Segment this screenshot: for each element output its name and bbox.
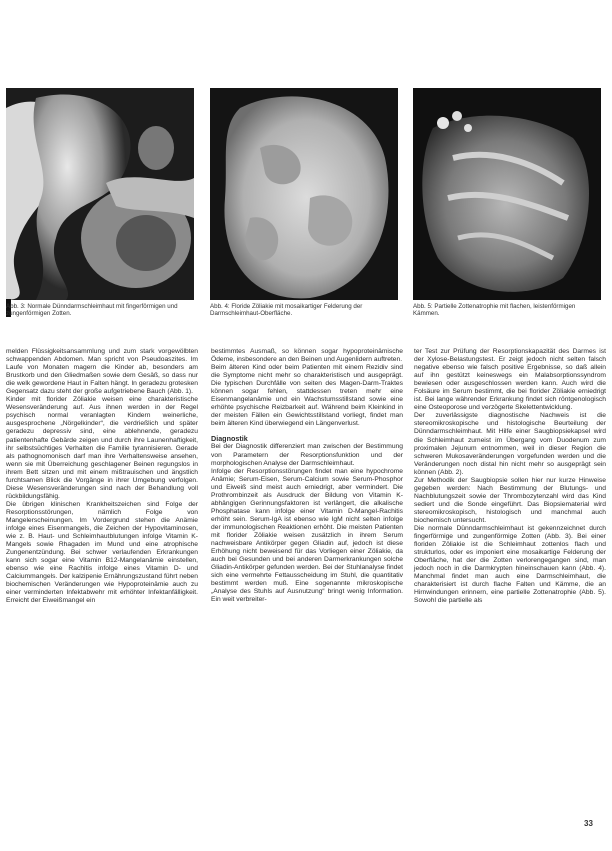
- paragraph: Die normale Dünndarmschleimhaut ist gekennzeichnet durch fingerförmige und zungenförmige Zotten (Abb. 3). Bei einer floriden Zöliakie ist die Schleimhaut zottenlos flach und strukturlos, oder es imponiert eine mosaikartige Felderung der Oberfläche, hat der die Zotten verlorengegangen sind, man jedoch noch in die Darmkrypten hineinschauen kann (Abb. 4). Manchmal findet man auch eine Darmschleimhaut, die charakterisiert ist durch flache Falten und Kämme, die an Hirnwindungen erinnern, eine partielle Zottenatrophie (Abb. 5). Sowohl die partielle als: [414, 525, 606, 605]
- caption-abb-4: Abb. 4: Floride Zöliakie mit mosaikartiger Felderung der Darmschleimhaut-Oberfläche.: [210, 303, 363, 318]
- page-number: 33: [584, 819, 593, 828]
- paragraph: melden Flüssigkeitsansammlung und zum stark vorgewölbten schwappenden Abdomen. Man spricht von Pseudoaszites. Im Laufe von Monaten magern die Kinder ab, besonders am Brustkorb und den Gliedmaßen sowie dem Gesäß, so dass nur die welk gewordene Haut in Falten hängt. In geradezu grotesken Gegensatz dazu steht der große aufgetriebene Bauch (Abb. 1).: [6, 348, 198, 396]
- text-column-2: [211, 348, 403, 604]
- photo-partial-atrophy: [413, 88, 601, 300]
- paragraph: Zur Methodik der Saugbiopsie sollen hier nur kurze Hinweise gegeben werden: Nach Bestimmung der Blutungs- und Nachblutungszeit sowie der Thrombozytenzahl wird das Kind sediert und die Sonde eingeführt. Das Biopsiematerial wird stereomikroskopisch, histologisch und manchmal auch biochemisch untersucht.: [414, 476, 606, 524]
- paragraph: Der zuverlässigste diagnostische Nachweis ist die stereomikroskopische und histologische Beurteilung der Dünndarmschleimhaut. Mit Hilfe einer Saugbiopsiekapsel wird die Schleimhaut zumeist im Übergang vom Duodenum zum proximalen Jejunum entnommen, weil in dieser Region die schweren Mukosaveränderungen vorgefunden werden und die Veränderungen noch distal hin nicht mehr so ausgeprägt sein können (Abb. 2).: [414, 412, 606, 476]
- text-column-1: [6, 348, 198, 606]
- text-column-3: [414, 348, 606, 606]
- caption-abb-3: Abb. 3: Normale Dünndarmschleimhaut mit fingerförmigen und zungenförmigen Zotten.: [6, 303, 178, 318]
- photo-florid-coeliac: [210, 88, 398, 300]
- paragraph: Beim älteren Kind oder beim Patienten mit einem Rezidiv sind die Symptome nicht mehr so charakteristisch und ausgeprägt. Die typischen Durchfälle von seiten des Magen-Darm-Traktes können sogar fehlen, stattdessen treten mehr eine Eisenmangelanämie und ein Wachstumsstillstand sowie eine erhöhte psychische Reizbarkeit auf. Während beim Kleinkind in der meisten Fällen ein Gewichtsstillstand vorliegt, findet man beim älteren Kind überwiegend ein Längenverlust.: [211, 364, 403, 428]
- paragraph: bestimmtes Ausmaß, so können sogar hypoproteinämische Ödeme, insbesondere an den Beinen und Augenlidern auftreten.: [211, 348, 403, 364]
- paragraph: ter Test zur Prüfung der Resorptionskapazität des Darmes ist der Xylose-Belastungstest. Er zeigt jedoch nicht selten falsch negative ebenso wie falsch positive Ergebnisse, so daß allein auf ihn gestützt keineswegs ein Malabsorptionssyndrom bewiesen oder ausgeschlossen werden kann. Auch wird die Folsäure im Serum bestimmt, die bei florider Zöliakie erniedrigt ist. Bei lange währender Erkrankung findet sich röntgenologisch eine Osteoporose und verzögerte Skelettentwicklung.: [414, 348, 606, 412]
- paragraph: Kinder mit florider Zöliakie weisen eine charakteristische Wesensveränderung auf. Aus ihnen werden in der Regel psychisch normal veranlagten Kindern weinerliche, ausgesprochene „Nörgelkinder“, die verdrießlich und später geradezu depressiv sind, eine ablehnende, geradezu patientenhafte Gebärde zeigen und durch ihre Launenhaftigkeit, ihr selbstsüchtiges Verhalten die Familie tyrannisieren. Gerade als pathognomonisch darf man ihre Verhaltensweise ansehen, wenn sie mit Überreichung geschlagener Beinen regungslos in ihrem Bett sitzen und mit einem mißtrauischen und ängstlich furchtsamen Blick die Vorgänge in ihrer Umgebung verfolgen. Diese Wesensveränderungen sind nach der Behandlung voll rückbildungsfähig.: [6, 396, 198, 500]
- section-heading-diagnostik: Diagnostik: [211, 434, 248, 444]
- paragraph: Bei der Diagnostik differenziert man zwischen der Bestimmung von Parametern der Resorptionsfunktion und der morphologischen Analyse der Darmschleimhaut.: [211, 443, 403, 467]
- paragraph: Infolge der Resorptionsstörungen findet man eine hypochrome Anämie; Serum-Eisen, Serum-Calcium sowie Serum-Phosphor und Eiweiß sind meist auch erniedrigt, aber vermindert. Die Prothrombinzeit als Ausdruck der Bildung von Vitamin K-abhängigen Gerinnungsfaktoren ist verlängert, die alkalische Phosphatase kann infolge einer Vitamin D-Mangel-Rachitis erhöht sein. Serum-IgA ist ebenso wie IgM nicht selten infolge der immunologischen Reaktionen erhöht. Die meisten Patienten mit florider Zöliakie weisen zusätzlich in ihrem Serum nachweisbare Antikörper gegen Gliadin auf, jedoch ist diese Erhöhung nicht beweisend für das Vorliegen einer Zöliakie, da auch bei Gesunden und bei anderen Darmerkrankungen solche Gliadin-Antikörper gefunden werden. Bei der Stuhlanalyse findet sich eine vermehrte Fettausscheidung im Stuhl, die quantitativ bestimmt werden muß. Eine sogenannte mikroskopische „Analyse des Stuhls auf Ausnutzung“ bringt wenig Information. Ein weit verbreiter-: [211, 467, 403, 604]
- paragraph: Die übrigen klinischen Krankheitszeichen sind Folge der Resorptionsstörungen, nämlich Folge von Mangelerscheinungen. Im Vordergrund stehen die Anämie infolge eines Eisenmangels, die Zeichen der Hypovitaminosen, wie z. B. Haut- und Schleimhautblutungen infolge Vitamin K-Mangels sowie Rhagaden im Mund und eine atrophische Zungenentzündung. Bei schwer verlaufenden Erkrankungen kann sich sogar eine Vitamin B12-Mangelanämie einstellen, ebenso wie eine Rachitis infolge eines Vitamin D- und Calciummangels. Der kalzipenie Ernährungszustand führt neben biochemischen Veränderungen wie Hypoproteinämie auch zu einer verminderten Infektabwehr mit erhöhter Infektanfälligkeit. Erreicht der Eiweißmangel ein: [6, 500, 198, 605]
- caption-abb-5: Abb. 5: Partielle Zottenatrophie mit flachen, leistenförmigen Kämmen.: [413, 303, 576, 318]
- photo-normal-mucosa: [6, 88, 194, 300]
